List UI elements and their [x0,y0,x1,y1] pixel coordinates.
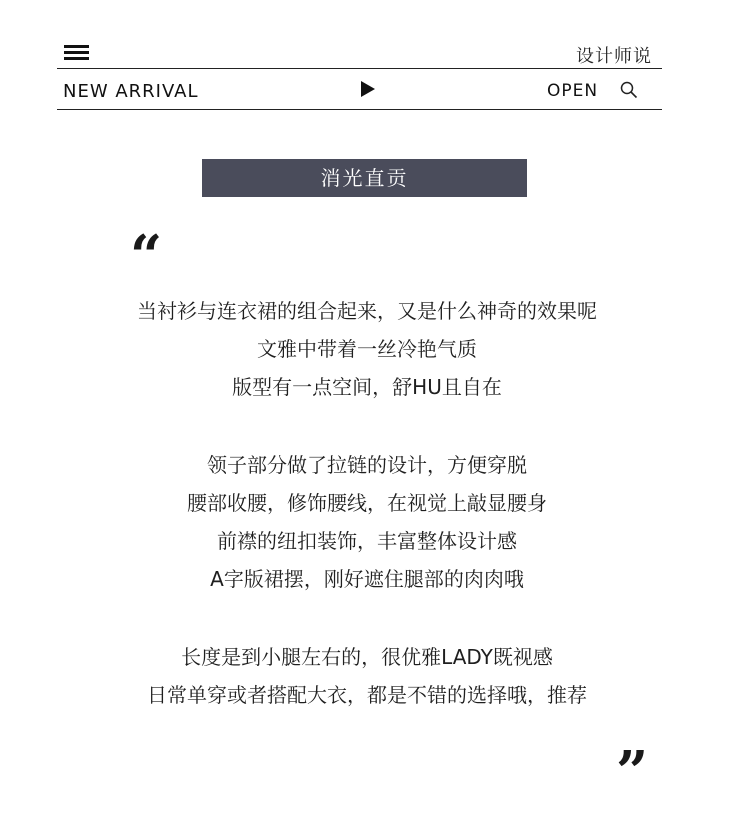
top-bar [57,36,662,69]
new-arrival-label[interactable]: NEW ARRIVAL [63,81,199,102]
open-quote-mark: “ [130,223,163,289]
text-line: 日常单穿或者搭配大衣，都是不错的选择哦，推荐 [147,683,587,707]
text-line: 版型有一点空间，舒HU且自在 [232,375,502,399]
text-line: 领子部分做了拉链的设计，方便穿脱 [207,453,527,477]
search-icon[interactable] [620,81,638,99]
description-text [57,292,677,714]
text-line: A字版裙摆，刚好遮住腿部的肉肉哦 [210,567,524,591]
text-line: 当衬衫与连衣裙的组合起来，又是什么神奇的效果呢 [137,299,597,323]
text-line: 长度是到小腿左右的，很优雅LADY既视感 [181,645,553,669]
text-line: 腰部收腰，修饰腰线，在视觉上敲显腰身 [187,491,547,515]
paragraph-spacer [57,406,677,446]
close-quote-mark: ” [616,739,649,805]
paragraph-spacer [57,598,677,638]
section-title: 消光直贡 [202,159,527,197]
open-button[interactable]: OPEN [547,81,599,101]
text-line: 前襟的纽扣装饰，丰富整体设计感 [217,529,517,553]
brand-text: 设计师说 [576,46,652,67]
menu-icon[interactable] [64,45,89,60]
nav-row [57,69,662,110]
play-icon[interactable] [361,81,375,97]
text-line: 文雅中带着一丝冷艳气质 [257,337,477,361]
